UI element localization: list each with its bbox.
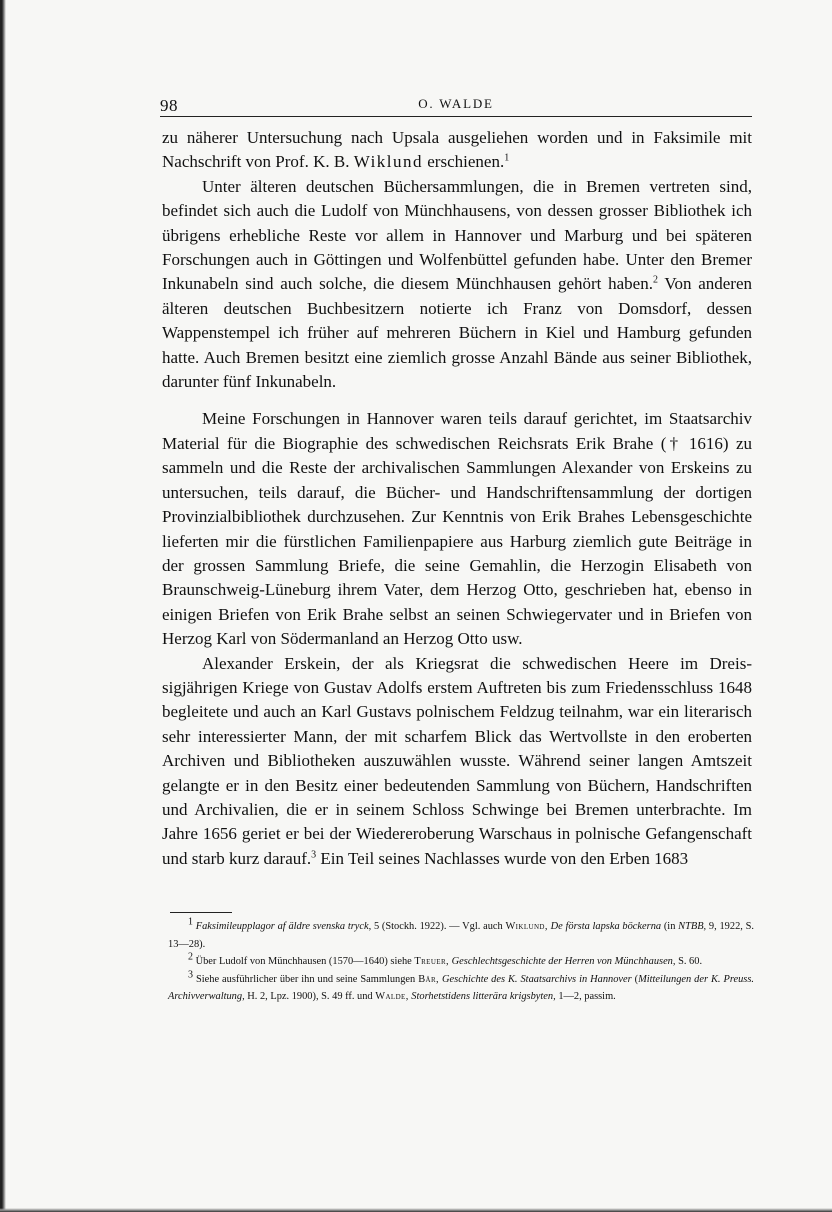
paragraph-2: Unter älteren deutschen Büchersammlungen, die in Bremen vertreten sind, befindet sich auch die Ludolf von Münchhausens, von dessen grosser Bibliothek ich übrigens erhebliche Reste vor allem in Hannover und Marburg und bei späteren Forschungen auch in Göttingen und Wolfenbüttel gefunden habe. Unter den Bremer Inkunabeln sind auch solche, die diesem Münchhausen gehört haben.$^2$ Von anderen älteren deutschen Buchbesitzern notierte ich Franz von Domsdorf, dessen Wappenstempel ich früher auf mehreren Büchern in Kiel und Hamburg gefunden hatte. Auch Bremen besitzt eine ziemlich grosse Anzahl Bände aus seiner Bibliothek, darunter fünf Inkunabeln. (162, 176, 752, 392)
page-header (160, 96, 752, 118)
body-text (162, 126, 752, 871)
footnote-ref-2[interactable]: 2 (652, 274, 658, 286)
footnote-ref-3[interactable]: 3 (311, 849, 317, 861)
footnote-rule (170, 912, 232, 913)
paragraph-1: zu näherer Untersuchung nach Upsala ausgeliehen worden und in Faksimile mit Nachschrift von Prof. K. B. Wiklund erschienen.$^1$ (162, 128, 752, 172)
scan-edge-left (0, 0, 6, 1212)
author-name-wiklund: Wiklund (353, 152, 424, 172)
footnote-3: $^3$ Siehe ausführlicher über ihn und seine Sammlungen Bär, Geschichte des K. Staatsarchivs in Hannover (Mitteilungen der K. Preuss. Archivverwaltung, H. 2, Lpz. 1900), S. 49 ff. und Walde, Storhetstidens litterära krigsbyten, 1—2, passim. (168, 969, 754, 1002)
page-number: 98 (160, 96, 178, 115)
footnotes (168, 918, 754, 1006)
paragraph-3: Meine Forschungen in Hannover waren teils darauf gerichtet, im Staatsarchiv Material für die Biographie des schwedischen Reichsrats Erik Brahe († 1616) zu sammeln und die Reste der archivalischen Sammlungen Alexander von Erskeins zu untersuchen, teils darauf, die Bücher- und Handschriftensammlung der dortigen Provinzialbibliothek durchzusehen. Zur Kenntnis von Erik Brahes Lebensgeschichte lieferten mir die fürstlichen Familienpapiere aus Harburg ziemlich gute Beiträge in der grossen Sammlung Briefe, die seine Gemahlin, die Herzogin Elisabeth von Braunschweig-Lüneburg ihrem Vater, dem Herzog Otto, geschrieben hat, ebenso in einigen Briefen von Erik Brahe selbst an seinen Schwiegervater und in Briefen von Herzog Karl von Södermanland an Herzog Otto usw. (162, 409, 752, 649)
footnote-2: $^2$ Über Ludolf von Münchhausen (1570—1640) siehe Treuer, Geschlechtsgeschichte der Herren von Münchhausen, S. 60. (188, 951, 703, 967)
scan-edge-bottom (0, 1208, 832, 1212)
running-head: O. WALDE (418, 96, 494, 111)
paragraph-4: Alexander Erskein, der als Kriegsrat die schwedischen Heere im Dreissigjährigen Kriege von Gustav Adolfs erstem Auftreten bis zum Friedensschluss 1648 begleitete und auch an Karl Gustavs polnischem Feldzug teilnahm, war ein literarisch sehr interessierter Mann, der mit scharfem Blick das Wertvollste in den eroberten Archiven und Bibliotheken auszuwählen wusste. Während seiner langen Amtszeit gelangte er in den Besitz einer bedeutenden Sammlung von Büchern, Handschriften und Archivalien, die er in seinem Schloss Schwinge bei Bremen unterbrachte. Im Jahre 1656 geriet er bei der Wiedereroberung Warschaus in polnische Gefangenschaft und starb kurz darauf.$^3$ Ein Teil seines Nachlasses wurde von den Erben 1683 (162, 653, 752, 868)
footnote-ref-1[interactable]: 1 (504, 152, 510, 164)
header-rule (160, 116, 752, 117)
footnote-1: $^1$ Faksimileupplagor af äldre svenska tryck, 5 (Stockh. 1922). — Vgl. auch Wiklund, De första lapska böckerna (in NTBB, 9, 1922, S. 13—28). (168, 916, 754, 950)
